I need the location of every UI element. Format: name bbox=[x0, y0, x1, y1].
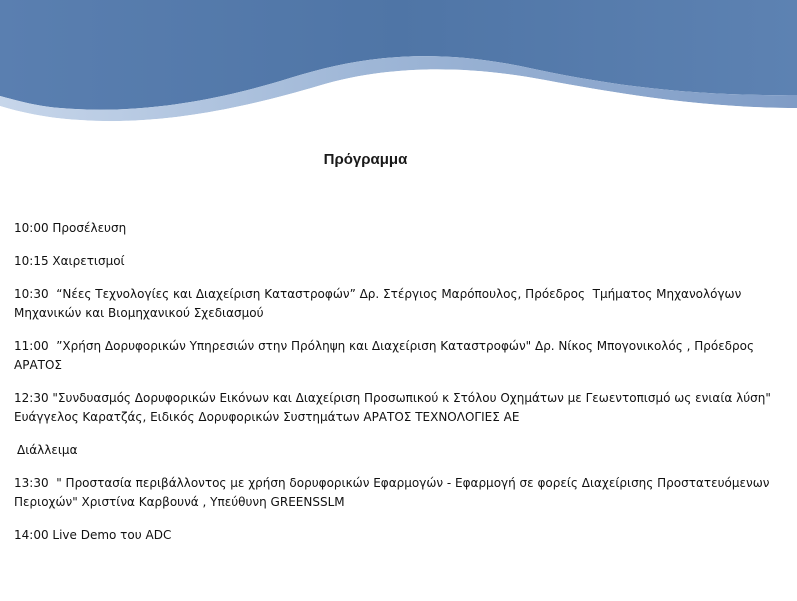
agenda-item: 11:00 ”Χρήση Δορυφορικών Υπηρεσιών στην Πρόληψη και Διαχείριση Καταστροφών" Δρ. Νίκος Μπογονικολός , Πρόεδρος ΑΡΑΤΟΣ bbox=[14, 339, 758, 372]
agenda-item: 10:00 Προσέλευση bbox=[14, 221, 127, 235]
agenda-list bbox=[14, 219, 789, 559]
agenda-item-break: Διάλλειμα bbox=[17, 443, 78, 457]
agenda-item: 10:30 “Νέες Τεχνολογίες και Διαχείριση Καταστροφών” Δρ. Στέργιος Μαρόπουλος, Πρόεδρος Τμήματος Μηχανολόγων Μηχανικών και Βιομηχανικού Σχεδιασμού bbox=[14, 287, 746, 320]
header-wave-banner bbox=[0, 0, 797, 135]
agenda-item: 14:00 Live Demo του ADC bbox=[14, 528, 172, 542]
agenda-item: 12:30 "Συνδυασμός Δορυφορικών Εικόνων και Διαχείριση Προσωπικού κ Στόλου Οχημάτων με Γεωεντοπισμό ως ενιαία λύση" Ευάγγελος Καρατζάς, Ειδικός Δορυφορικών Συστημάτων ΑΡΑΤΟΣ ΤΕΧΝΟΛΟΓΙΕΣ ΑΕ bbox=[14, 391, 775, 424]
page-title: Πρόγραμμα bbox=[323, 151, 408, 168]
agenda-item: 13:30 " Προστασία περιβάλλοντος με χρήση δορυφορικών Εφαρμογών - Εφαρμογή σε φορείς Διαχείρισης Προστατευόμενων Περιοχών" Χριστίνα Καρβουνά , Υπεύθυνη GREENSSLM bbox=[14, 476, 774, 509]
agenda-item: 10:15 Χαιρετισμοί bbox=[14, 254, 125, 268]
